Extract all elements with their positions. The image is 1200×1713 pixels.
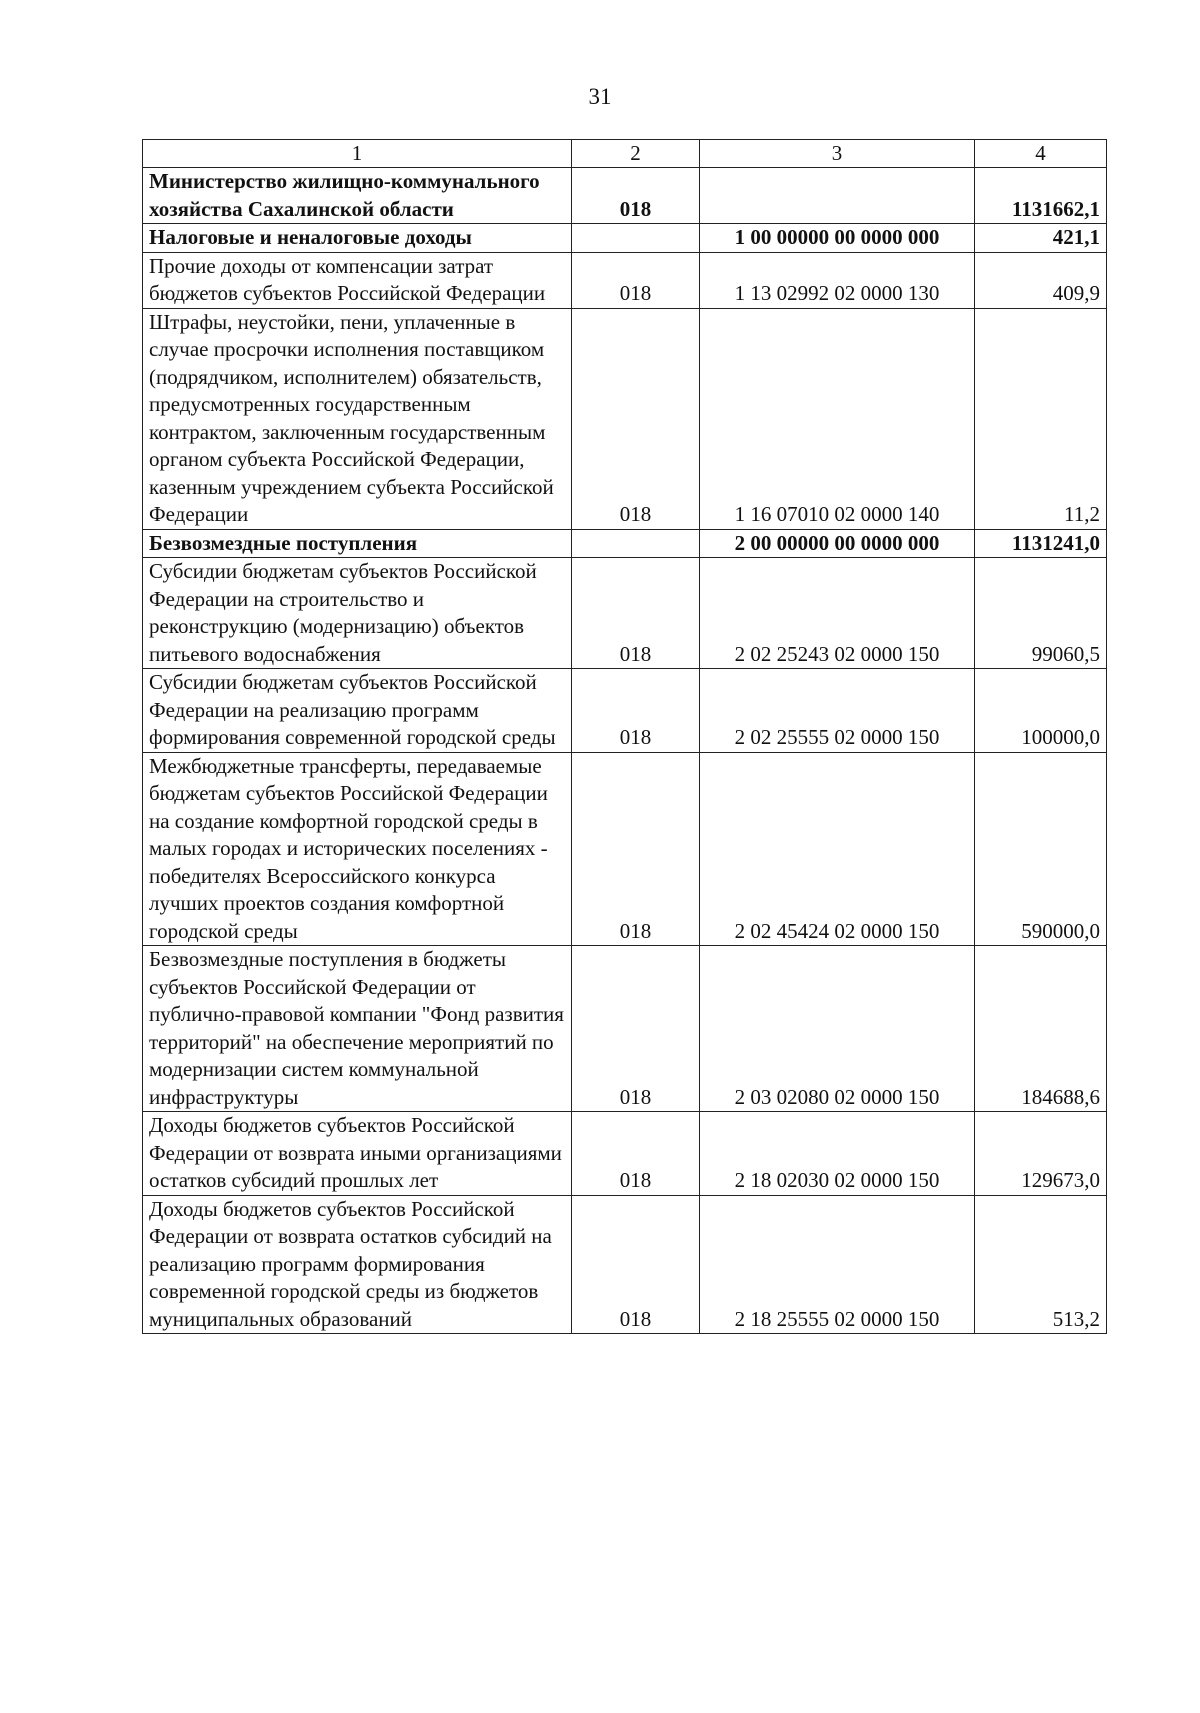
item-name-cell: Прочие доходы от компенсации затрат бюджетов субъектов Российской Федерации: [143, 252, 572, 308]
table-row: [143, 752, 1107, 946]
revenue-code-cell: 2 00 00000 00 0000 000: [700, 529, 975, 558]
item-name-cell: Межбюджетные трансферты, передаваемые бюджетам субъектов Российской Федерации на создание комфортной городской среды в малых городах и исторических поселениях - победителях Всероссийского конкурса лучших проектов создания комфортной городской среды: [143, 752, 572, 946]
admin-code-cell: 018: [572, 168, 700, 224]
amount-cell: 513,2: [975, 1195, 1107, 1334]
amount-cell: 590000,0: [975, 752, 1107, 946]
amount-cell: 1131662,1: [975, 168, 1107, 224]
item-name-cell: Штрафы, неустойки, пени, уплаченные в случае просрочки исполнения поставщиком (подрядчиком, исполнителем) обязательств, предусмотренных государственным контрактом, заключенным государственным органом субъекта Российской Федерации, казенным учреждением субъекта Российской Федерации: [143, 308, 572, 529]
amount-cell: 99060,5: [975, 558, 1107, 669]
table-row: [143, 529, 1107, 558]
revenue-code-cell: [700, 168, 975, 224]
column-header: 4: [975, 140, 1107, 168]
table-row: [143, 224, 1107, 253]
admin-code-cell: 018: [572, 946, 700, 1112]
item-name-cell: Доходы бюджетов субъектов Российской Федерации от возврата остатков субсидий на реализацию программ формирования современной городской среды из бюджетов муниципальных образований: [143, 1195, 572, 1334]
table-row: [143, 669, 1107, 753]
item-name-cell: Субсидии бюджетам субъектов Российской Федерации на строительство и реконструкцию (модернизацию) объектов питьевого водоснабжения: [143, 558, 572, 669]
table-row: [143, 252, 1107, 308]
amount-cell: 184688,6: [975, 946, 1107, 1112]
revenue-code-cell: 2 03 02080 02 0000 150: [700, 946, 975, 1112]
item-name-cell: Безвозмездные поступления в бюджеты субъектов Российской Федерации от публично-правовой компании "Фонд развития территорий" на обеспечение мероприятий по модернизации систем коммунальной инфраструктуры: [143, 946, 572, 1112]
column-header: 2: [572, 140, 700, 168]
revenue-code-cell: 2 02 45424 02 0000 150: [700, 752, 975, 946]
page-number: 31: [588, 84, 612, 109]
admin-code-cell: 018: [572, 669, 700, 753]
amount-cell: 100000,0: [975, 669, 1107, 753]
item-name-cell: Доходы бюджетов субъектов Российской Федерации от возврата иными организациями остатков субсидий прошлых лет: [143, 1112, 572, 1196]
admin-code-cell: 018: [572, 752, 700, 946]
admin-code-cell: 018: [572, 252, 700, 308]
revenue-code-cell: 1 00 00000 00 0000 000: [700, 224, 975, 253]
admin-code-cell: [572, 224, 700, 253]
revenue-code-cell: 2 18 25555 02 0000 150: [700, 1195, 975, 1334]
table-row: [143, 558, 1107, 669]
table-row: [143, 168, 1107, 224]
budget-revenue-table: [142, 139, 1107, 1334]
admin-code-cell: 018: [572, 308, 700, 529]
admin-code-cell: 018: [572, 1195, 700, 1334]
item-name-cell: Министерство жилищно-коммунального хозяйства Сахалинской области: [143, 168, 572, 224]
item-name-cell: Субсидии бюджетам субъектов Российской Федерации на реализацию программ формирования современной городской среды: [143, 669, 572, 753]
table-row: [143, 1195, 1107, 1334]
column-header: 1: [143, 140, 572, 168]
revenue-code-cell: 1 13 02992 02 0000 130: [700, 252, 975, 308]
amount-cell: 11,2: [975, 308, 1107, 529]
revenue-code-cell: 2 02 25555 02 0000 150: [700, 669, 975, 753]
amount-cell: 129673,0: [975, 1112, 1107, 1196]
item-name-cell: Безвозмездные поступления: [143, 529, 572, 558]
revenue-code-cell: 1 16 07010 02 0000 140: [700, 308, 975, 529]
admin-code-cell: 018: [572, 1112, 700, 1196]
column-header: 3: [700, 140, 975, 168]
revenue-code-cell: 2 18 02030 02 0000 150: [700, 1112, 975, 1196]
table-row: [143, 1112, 1107, 1196]
item-name-cell: Налоговые и неналоговые доходы: [143, 224, 572, 253]
amount-cell: 409,9: [975, 252, 1107, 308]
revenue-code-cell: 2 02 25243 02 0000 150: [700, 558, 975, 669]
table-header-row: [143, 140, 1107, 168]
amount-cell: 1131241,0: [975, 529, 1107, 558]
admin-code-cell: [572, 529, 700, 558]
admin-code-cell: 018: [572, 558, 700, 669]
table-row: [143, 946, 1107, 1112]
amount-cell: 421,1: [975, 224, 1107, 253]
table-row: [143, 308, 1107, 529]
